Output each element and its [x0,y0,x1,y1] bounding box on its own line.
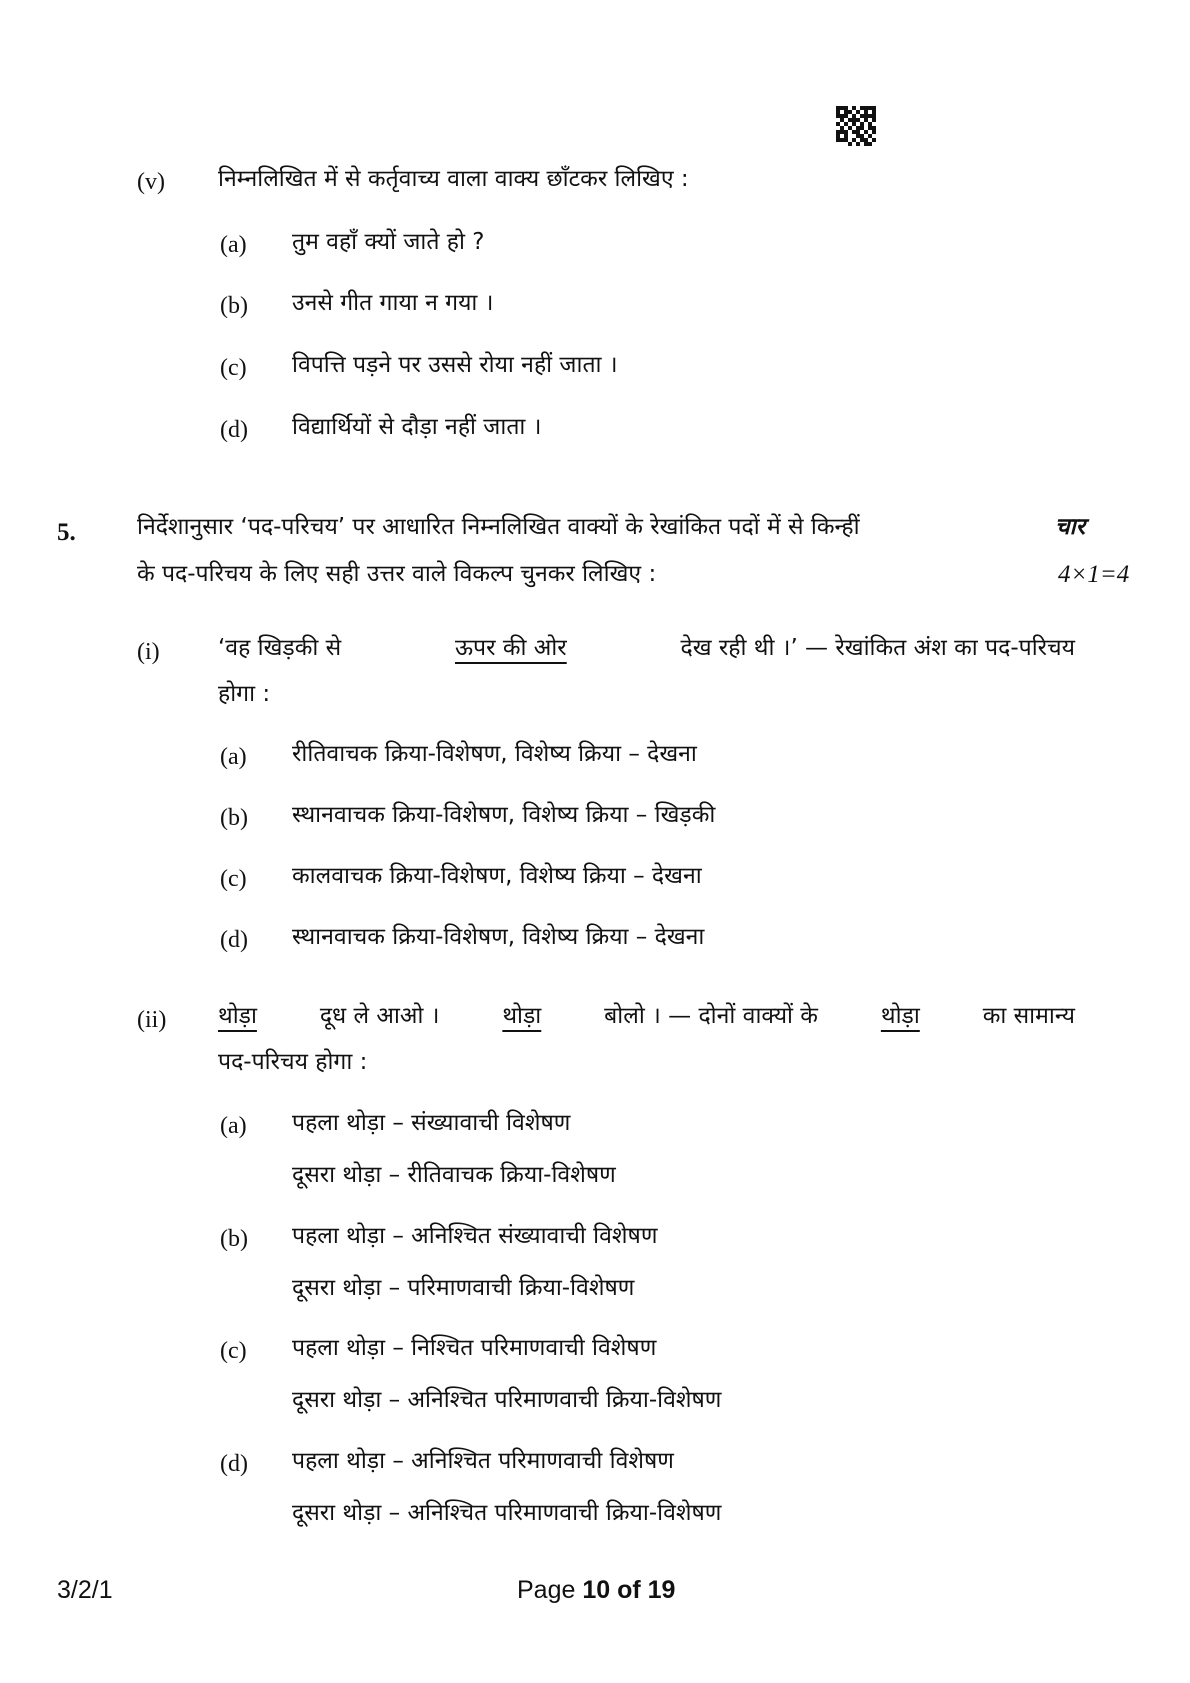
q4v-option-c-text: विपत्ति पड़ने पर उससे रोया नहीं जाता । [292,352,618,378]
paper-code: 3/2/1 [57,1576,113,1604]
q5i-underlined-phrase: ऊपर की ओर [455,635,567,661]
q5ii-option-b-first: पहला थोड़ा – अनिश्चित संख्यावाची विशेषण [292,1223,658,1249]
q5ii-option-d-label: (d) [220,1451,248,1477]
q5ii-label: (ii) [137,1007,167,1033]
q5ii-option-b-second: दूसरा थोड़ा – परिमाणवाची क्रिया-विशेषण [292,1275,635,1301]
q5-instruction-text: निर्देशानुसार ‘पद-परिचय’ पर आधारित निम्नलिखित वाक्यों के रेखांकित पदों में से किन्हीं [137,514,860,540]
q5-instruction-emphasis: चार [1055,514,1085,540]
page-total: 19 [647,1576,676,1604]
q5i-prompt-line2: होगा : [218,681,271,707]
q5ii-option-a-second: दूसरा थोड़ा – रीतिवाचक क्रिया-विशेषण [292,1162,616,1188]
q4v-option-d-label: (d) [220,417,248,443]
q4v-option-a-label: (a) [220,232,247,258]
q5i-option-d-label: (d) [220,927,248,953]
q5ii-option-c-first: पहला थोड़ा – निश्चित परिमाणवाची विशेषण [292,1335,657,1361]
q4v-option-a-text: तुम वहाँ क्यों जाते हो ? [292,229,485,255]
q4v-label: (v) [137,169,165,195]
q4v-option-c-label: (c) [220,355,247,381]
q5i-option-c-text: कालवाचक क्रिया-विशेषण, विशेष्य क्रिया – देखना [292,863,702,889]
q5i-prompt-pre: ‘वह खिड़की से [218,635,342,661]
q5-instruction-line1 [137,516,1085,539]
q5-number: 5. [57,519,76,546]
q5i-label: (i) [137,639,160,665]
q5i-option-d-text: स्थानवाचक क्रिया-विशेषण, विशेष्य क्रिया – देखना [292,924,705,950]
q5ii-prompt-line2: पद-परिचय होगा : [218,1049,368,1075]
q5i-prompt-line1 [218,637,1075,660]
q5i-option-a-text: रीतिवाचक क्रिया-विशेषण, विशेष्य क्रिया – देखना [292,741,697,767]
q5ii-underlined-word-1: थोड़ा [218,1003,257,1029]
q4v-option-b-text: उनसे गीत गाया न गया । [292,290,494,316]
q5ii-prompt-line1 [218,1005,1075,1028]
q5i-option-a-label: (a) [220,744,247,770]
q5i-option-b-text: स्थानवाचक क्रिया-विशेषण, विशेष्य क्रिया – खिड़की [292,802,716,828]
q5ii-option-d-first: पहला थोड़ा – अनिश्चित परिमाणवाची विशेषण [292,1448,674,1474]
q5ii-option-a-label: (a) [220,1113,247,1139]
q5ii-option-b-label: (b) [220,1226,248,1252]
q5ii-underlined-word-2: थोड़ा [502,1003,542,1029]
q5ii-text-3: का सामान्य [982,1003,1075,1029]
q5i-option-c-label: (c) [220,866,247,892]
page-indicator [517,1578,675,1603]
q5ii-text-2: बोलो । — दोनों वाक्यों के [604,1003,818,1029]
q5ii-text-1: दूध ले आओ । [319,1003,440,1029]
q4v-prompt: निम्नलिखित में से कर्तृवाच्य वाला वाक्य छाँटकर लिखिए : [218,166,689,192]
q5ii-option-c-second: दूसरा थोड़ा – अनिश्चित परिमाणवाची क्रिया-विशेषण [292,1387,722,1413]
q5i-option-b-label: (b) [220,805,248,831]
q5i-prompt-post: देख रही थी ।’ — रेखांकित अंश का पद-परिचय [680,635,1075,661]
q5ii-option-c-label: (c) [220,1338,247,1364]
q5ii-option-d-second: दूसरा थोड़ा – अनिश्चित परिमाणवाची क्रिया-विशेषण [292,1500,722,1526]
page-prefix: Page [517,1576,583,1604]
qr-code-icon [836,106,876,146]
q5-marks: 4×1=4 [1058,561,1130,588]
q5ii-option-a-first: पहला थोड़ा – संख्यावाची विशेषण [292,1110,571,1136]
q5ii-underlined-word-3: थोड़ा [880,1003,920,1029]
q5-instruction-line2: के पद-परिचय के लिए सही उत्तर वाले विकल्प चुनकर लिखिए : [137,561,657,587]
page-current: 10 [582,1576,611,1604]
q4v-option-b-label: (b) [220,293,248,319]
q4v-option-d-text: विद्यार्थियों से दौड़ा नहीं जाता । [292,414,542,440]
page-of: of [610,1576,648,1604]
